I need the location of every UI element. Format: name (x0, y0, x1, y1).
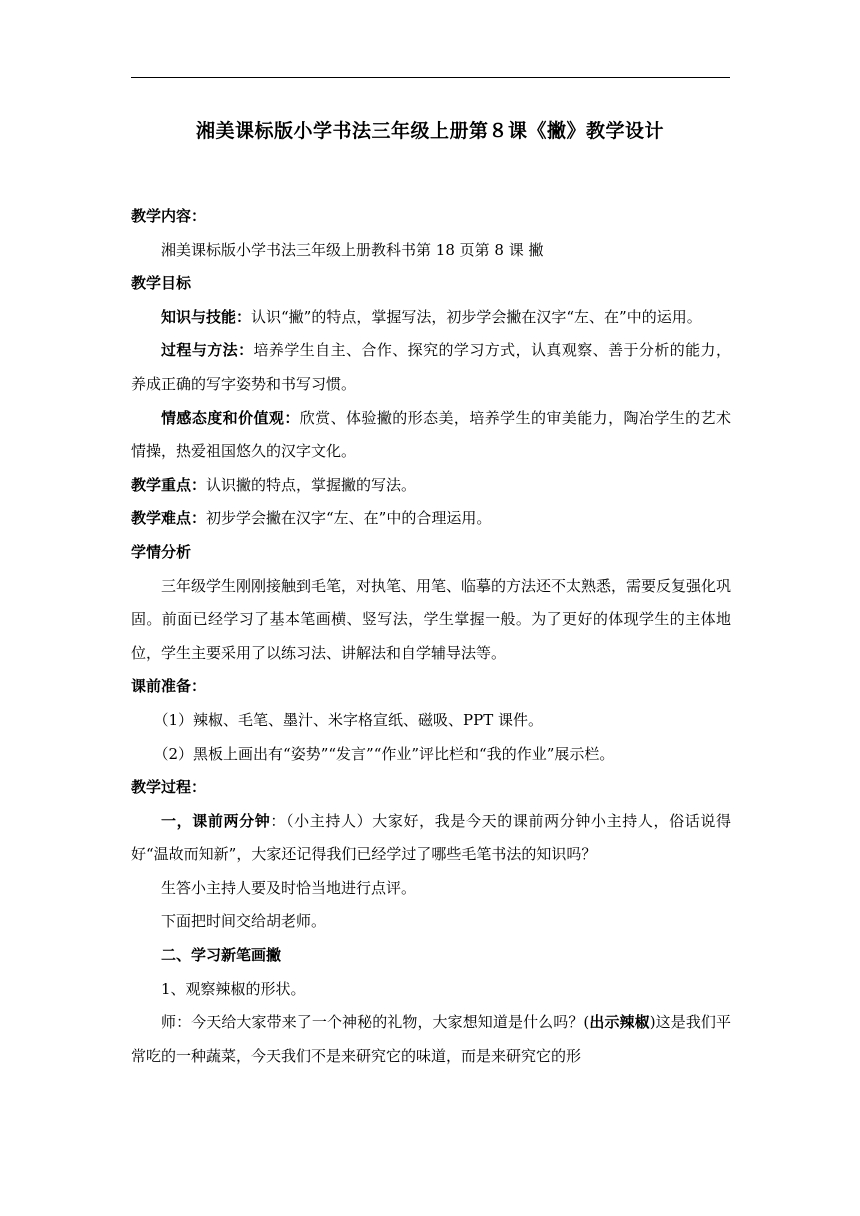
process-step-1-text: ：（小主持人）大家好，我是今天的课前两分钟小主持人，俗话说得好“温故而知新”，大家还记得我们已经学过了哪些毛笔书法的知识吗？ (131, 811, 731, 864)
document-title: 湘美课标版小学书法三年级上册第８课《撇》教学设计 (195, 120, 664, 142)
difficulty-label: 教学难点： (131, 509, 207, 528)
process-line-3: 下面把时间交给胡老师。 (161, 912, 327, 931)
process-line-2: 生答小主持人要及时恰当地进行点评。 (161, 878, 417, 897)
process-teacher-speech (131, 1006, 731, 1073)
process-step-1-label: 一，课前两分钟 (161, 811, 271, 830)
process-step-1 (131, 805, 731, 872)
process-step-2-heading: 二、学习新笔画撇 (161, 946, 282, 965)
header-rule (131, 77, 730, 78)
goal-knowledge (131, 301, 731, 335)
prep-item-1: （1）辣椒、毛笔、墨汁、米字格宣纸、磁吸、PPT 课件。 (153, 710, 544, 729)
document-body (131, 200, 731, 1073)
analysis-text: 三年级学生刚刚接触到毛笔，对执笔、用笔、临摹的方法还不太熟悉，需要反复强化巩固。前面已经学习了基本笔画横、竖写法，学生掌握一般。为了更好的体现学生的主体地位，学生主要采用了以练习法、讲解法和自学辅导法等。 (131, 576, 732, 662)
goal-knowledge-text: 认识“撇”的特点，掌握写法，初步学会撇在汉字“左、在”中的运用。 (251, 307, 702, 326)
section-heading-content: 教学内容： (131, 207, 207, 225)
difficulty-text: 初步学会撇在汉字“左、在”中的合理运用。 (206, 509, 492, 528)
goal-process (131, 334, 731, 401)
section-heading-process: 教学过程： (131, 778, 207, 797)
difficulty (131, 502, 731, 536)
goal-emotion (131, 402, 731, 469)
key-point-label: 教学重点： (131, 475, 207, 494)
goal-process-label: 过程与方法： (161, 341, 254, 360)
key-point (131, 469, 731, 503)
prep-item-2: （2）黑板上画出有“姿势”“发言”“作业”评比栏和“我的作业”展示栏。 (153, 744, 615, 763)
section-heading-analysis: 学情分析 (131, 542, 192, 561)
goal-emotion-label: 情感态度和价值观： (161, 408, 300, 427)
goal-emotion-text: 欣赏、体验撇的形态美，培养学生的审美能力，陶冶学生的艺术情操，热爱祖国悠久的汉字文化。 (131, 408, 731, 461)
teacher-speech-b: )这是我们平常吃的一种蔬菜，今天我们不是来研究它的味道，而是来研究它的形 (131, 1013, 731, 1065)
content-text: 湘美课标版小学书法三年级上册教科书第 18 页第 8 课 撇 (161, 240, 544, 259)
goal-process-text: 培养学生自主、合作、探究的学习方式，认真观察、善于分析的能力，养成正确的写字姿势和书写习惯。 (131, 341, 731, 393)
teacher-speech-a: 师：今天给大家带来了一个神秘的礼物，大家想知道是什么吗？( (161, 1013, 590, 1032)
key-point-text: 认识撇的特点，掌握撇的写法。 (206, 475, 417, 494)
section-heading-prep: 课前准备： (131, 677, 207, 696)
goal-knowledge-label: 知识与技能： (161, 307, 252, 326)
process-sub-1: 1、观察辣椒的形状。 (161, 979, 306, 998)
section-heading-goals: 教学目标 (131, 274, 192, 293)
teacher-speech-bold: 出示辣椒 (589, 1013, 650, 1032)
